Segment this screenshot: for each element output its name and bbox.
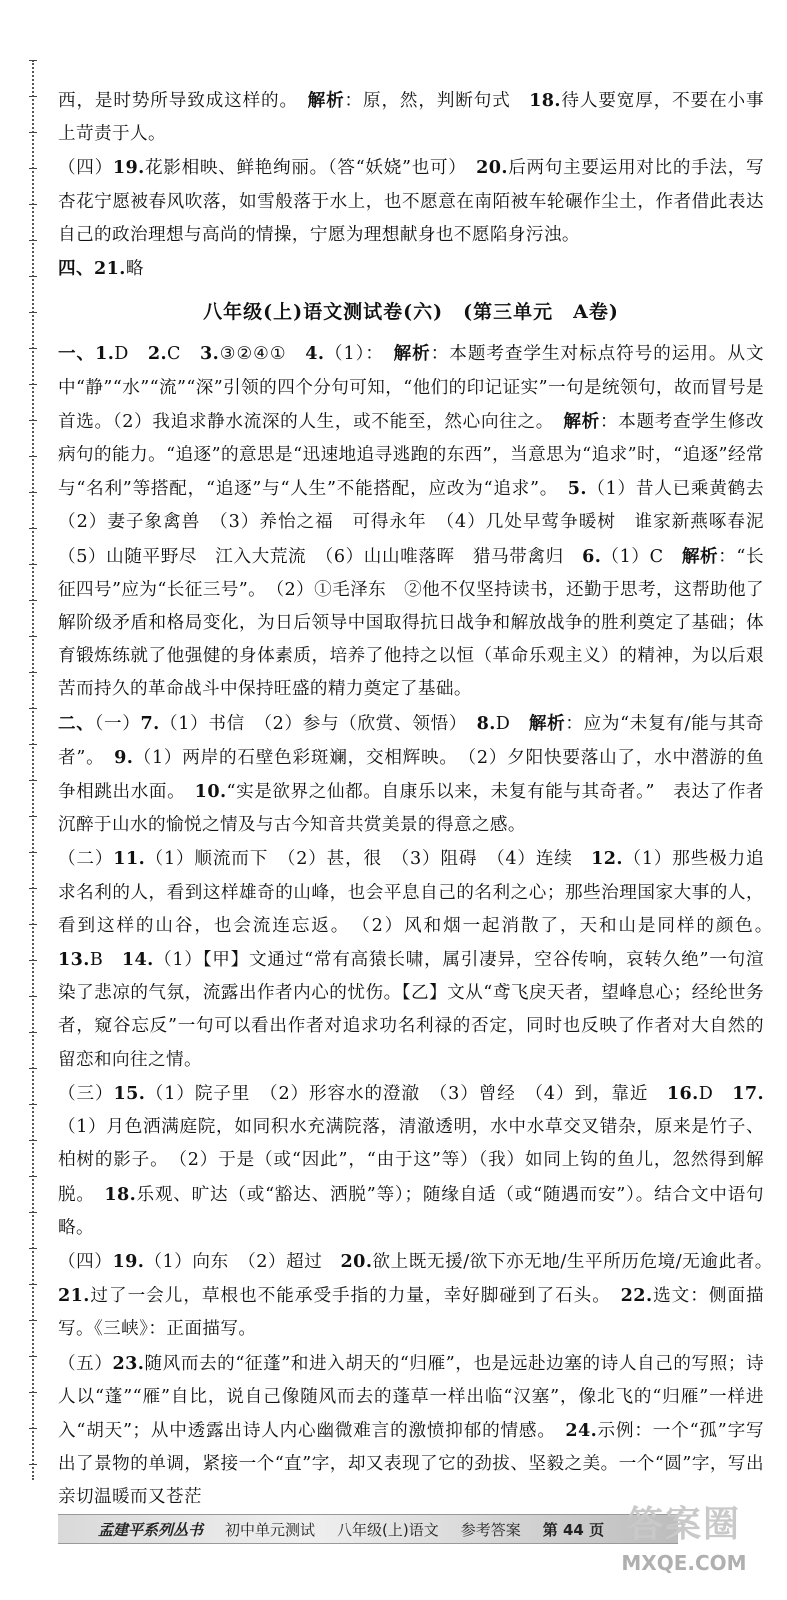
answer-label: 20. — [340, 1250, 373, 1272]
answer-paragraph — [58, 707, 764, 843]
binding-tick — [29, 1284, 37, 1285]
answer-text: 略 — [125, 259, 144, 280]
binding-tick — [29, 492, 37, 493]
answer-text: （1）昔人已乘黄鹤去 （2）妻子象禽兽 （3）养怡之福 可得永年 （4）几处早莺争暖树 谁家新燕啄春泥 （5）山随平野尽 江入大荒流 （6）山山唯落晖 猎马带禽归 — [58, 479, 782, 567]
answer-text: ：本题考查学生修改病句的能力。“追逐”的意思是“迅速地追寻逃跑的东西”，当意思为“追求”时，“追逐”经常与“名利”等搭配，“追逐”与“人生”不能搭配，应改为“追求”。 — [58, 411, 764, 500]
binding-tick — [29, 96, 37, 97]
binding-tick — [29, 456, 37, 457]
answer-text: 示例：一个“孤”字写出了景物的单调，紧接一个“直”字，却又表现了它的劲拔、坚毅之美。一个“圆”字，写出亲切温暖而又苍茫 — [58, 1420, 764, 1508]
binding-tick — [29, 528, 37, 529]
answer-label: 10. — [194, 781, 227, 803]
binding-tick — [29, 60, 37, 61]
answer-paragraph — [58, 1347, 764, 1515]
answer-text: 随风而去的“征蓬”和进入胡天的“归雁”，也是远赴边塞的诗人自己的写照；诗人以“蓬”“雁”自比，说自己像随风而去的蓬草一样出临“汉塞”，像北飞的“归雁”一样进入“胡天”；从中透露出诗人内心幽微难言的激愤抑郁的情感。 — [58, 1353, 764, 1441]
answer-paragraph — [58, 1245, 782, 1347]
answer-text: ③②④① — [219, 344, 306, 365]
answer-label: 19. — [112, 1250, 145, 1272]
answer-text: （1）那些极力追求名利的人，看到这样雄奇的山峰，也会平息自己的名利之心；那些治理国家大事的人，看到这样的山谷，也会流连忘返。 （2）风和烟一起消散了，天和山是同样的颜色。 — [58, 849, 782, 936]
top-answers — [58, 84, 764, 286]
answer-label: 11. — [113, 848, 146, 870]
footer-section: 参考答案 — [460, 1521, 521, 1539]
binding-tick — [29, 996, 37, 997]
answer-label: 20. — [476, 157, 508, 179]
watermark-line1: 答案圈 — [626, 1504, 741, 1545]
binding-tick — [29, 1212, 37, 1213]
answer-text: （1）月色洒满庭院，如同积水充满院落，清澈透明，水中水草交叉错杂，原来是竹子、柏树的影子。 （2）于是（或“因此”，“由于这”等）（我）如同上钩的鱼儿，忽然得到解脱。 — [58, 1117, 764, 1205]
answer-label: 17. — [732, 1082, 765, 1104]
binding-tick — [29, 240, 37, 241]
answer-label: 8. — [476, 712, 496, 734]
answer-paragraph — [58, 252, 764, 286]
answer-paragraph — [58, 1077, 764, 1245]
answer-text: （四） — [58, 158, 113, 179]
answer-label: 9. — [114, 746, 134, 768]
answer-text: （1）顺流而下 （2）甚，很 （3）阻碍 （4）连续 — [145, 849, 592, 870]
binding-tick — [29, 276, 37, 277]
answer-text: ：原，然，判断句式 — [344, 91, 530, 111]
footer-series: 孟建平系列丛书 — [98, 1521, 204, 1539]
binding-tick — [29, 960, 37, 961]
answer-text: 欲上既无援/欲下亦无地/生平所历危境/无逾此者。 — [372, 1251, 782, 1272]
answer-paragraph — [58, 842, 782, 1076]
answer-text: D — [114, 344, 148, 365]
binding-tick — [29, 1176, 37, 1177]
answer-label: 6. — [582, 545, 602, 567]
answer-text: （一） — [94, 713, 141, 734]
answer-label: 4. — [305, 343, 325, 365]
answer-label: 14. — [121, 949, 154, 971]
answer-label: 5. — [567, 478, 587, 500]
answer-text: （五） — [58, 1353, 113, 1374]
footer-page-number: 第 44 页 — [542, 1521, 605, 1539]
answer-label: 22. — [620, 1285, 653, 1307]
answer-label: 解析 — [393, 343, 431, 365]
binding-tick — [29, 1320, 37, 1321]
binding-tick — [29, 1392, 37, 1393]
answer-label: 2. — [147, 343, 168, 365]
answer-label: 一、 — [58, 343, 96, 365]
answer-text: 后两句主要运用对比的手法，写杏花宁愿被春风吹落，如雪般落于水上，也不愿意在南陌被车轮碾作尘土，作者借此表达自己的政治理想与高尚的情操，宁愿为理想献身也不愿陷身污浊。 — [58, 158, 764, 245]
answer-label: 二、 — [58, 712, 95, 734]
answer-text: （1）： — [324, 344, 394, 365]
answer-label: 解析 — [307, 90, 345, 111]
binding-tick — [29, 312, 37, 313]
answer-label: 24. — [565, 1419, 598, 1441]
answer-text: （1）院子里 （2）形容水的澄澈 （3）曾经 （4）到，靠近 — [145, 1083, 667, 1104]
answer-label: 21. — [58, 1285, 90, 1307]
footer-grade: 八年级(上)语文 — [337, 1521, 439, 1539]
answer-paragraph — [58, 337, 782, 706]
binding-tick — [29, 672, 37, 673]
answer-text: C — [167, 344, 201, 365]
binding-tick — [29, 1248, 37, 1249]
answer-text: （1）两岸的石壁色彩斑斓，交相辉映。 （2）夕阳快要落山了，水中潜游的鱼争相跳出水面。 — [58, 747, 764, 803]
binding-tick — [29, 888, 37, 889]
answer-text: ：应为“未复有/能与其奇者”。 — [58, 713, 764, 768]
answer-label: 19. — [112, 157, 145, 179]
answer-label: 四、 — [58, 258, 94, 280]
answer-text: （1）【甲】文通过“常有高猿长啸，属引凄异，空谷传响，哀转久绝”一句渲染了悲凉的气氛，流露出作者内心的忧伤。【乙】文从“鸢飞戾天者，望峰息心；经纶世务者，窥谷忘反”一句可以看出作者对追求功名利禄的否定，同时也反映了作者对大自然的留恋和向往之情。 — [58, 950, 764, 1070]
answer-text: （三） — [58, 1083, 114, 1104]
footer-book: 初中单元测试 — [225, 1521, 316, 1539]
answer-paragraph — [58, 151, 764, 252]
answer-label: 解析 — [528, 712, 566, 734]
binding-margin — [32, 60, 34, 1480]
binding-tick — [29, 780, 37, 781]
binding-tick — [29, 600, 37, 601]
watermark-logo — [609, 1500, 759, 1590]
answer-label: 7. — [140, 712, 160, 734]
answer-text: B — [89, 950, 122, 971]
answer-label: 解析 — [681, 545, 719, 567]
page-footer — [58, 1514, 678, 1544]
answer-text: （二） — [58, 849, 114, 870]
binding-tick — [29, 708, 37, 709]
answer-label: 解析 — [563, 410, 600, 432]
answer-text: “实是欲界之仙都。自康乐以来，未复有能与其奇者。” 表达了作者沉醉于山水的愉悦之情及与古今知音共赏美景的得意之感。 — [58, 782, 764, 836]
answer-text: 西，是时势所导致成这样的。 — [58, 91, 308, 111]
answer-page — [58, 84, 782, 1515]
binding-tick — [29, 1032, 37, 1033]
answer-label: 16. — [666, 1082, 699, 1104]
binding-tick — [29, 1428, 37, 1429]
binding-tick — [29, 636, 37, 637]
answer-text: ：本题考查学生对标点符号的运用。从文中“静”“水”“流”“深”引领的四个分句可知，“他们的印记证实”一句是统领句，故而冒号是首选。（2）我追求静水流深的人生，或不能至，然心向往之。 — [58, 344, 764, 432]
binding-tick — [29, 924, 37, 925]
answer-label: 3. — [200, 343, 220, 365]
answer-paragraph — [58, 84, 764, 151]
binding-tick — [29, 744, 37, 745]
binding-tick — [29, 564, 37, 565]
binding-tick — [29, 1464, 37, 1465]
answer-text: （1）向东 （2）超过 — [144, 1251, 341, 1272]
answer-text: ：“长征四号”应为“长征三号”。 （2）①毛泽东 ②他不仅坚持读书，还勤于思考，这帮助他了解阶级矛盾和格局变化，为日后领导中国取得抗日战争和解放战争的胜利奠定了基础；体育锻炼练就了他强健的身体素质，培养了他持之以恒（革命乐观主义）的精神，为以后艰苦而持久的革命战斗中保持旺盛的精力奠定了基础。 — [58, 546, 765, 700]
answer-label: 18. — [529, 90, 561, 111]
binding-tick — [29, 420, 37, 421]
answer-text: 花影相映、鲜艳绚丽。（答“妖娆”也可） — [144, 158, 477, 179]
binding-tick — [29, 816, 37, 817]
answer-label: 15. — [113, 1082, 146, 1104]
answer-label: 23. — [112, 1352, 145, 1374]
binding-tick — [29, 168, 37, 169]
binding-tick — [29, 1068, 37, 1069]
binding-tick — [29, 1356, 37, 1357]
binding-tick — [29, 132, 37, 133]
main-answers — [58, 337, 782, 1514]
binding-tick — [29, 852, 37, 853]
answer-text: 选文：侧面描写。《三峡》：正面描写。 — [58, 1286, 764, 1340]
binding-tick — [29, 384, 37, 385]
answer-label: 12. — [591, 848, 623, 870]
answer-label: 1. — [95, 343, 115, 365]
binding-tick — [29, 348, 37, 349]
binding-tick — [29, 1140, 37, 1141]
binding-tick — [29, 1104, 37, 1105]
answer-label: 21. — [94, 258, 126, 280]
answer-text: D — [698, 1083, 733, 1104]
answer-text: 过了一会儿，草根也不能承受手指的力量，幸好脚碰到了石头。 — [89, 1286, 621, 1307]
answer-label: 18. — [104, 1183, 137, 1205]
section-title: 八年级(上)语文测试卷(六) (第三单元 A卷) — [203, 301, 619, 324]
answer-text: 乐观、旷达（或“豁达、洒脱”等）；随缘自适（或“随遇而安”）。结合文中语句略。 — [58, 1184, 764, 1238]
binding-tick — [29, 204, 37, 205]
answer-text: （1）书信 （2）参与（欣赏、领悟） — [159, 713, 477, 734]
answer-text: （1）C — [601, 546, 682, 567]
answer-text: 待人要宽厚，不要在小事上苛责于人。 — [58, 91, 764, 145]
answer-text: （四） — [58, 1251, 113, 1272]
answer-text: D — [495, 713, 529, 734]
answer-label: 13. — [58, 949, 90, 971]
watermark-line2: MXQE.COM — [621, 1551, 747, 1575]
